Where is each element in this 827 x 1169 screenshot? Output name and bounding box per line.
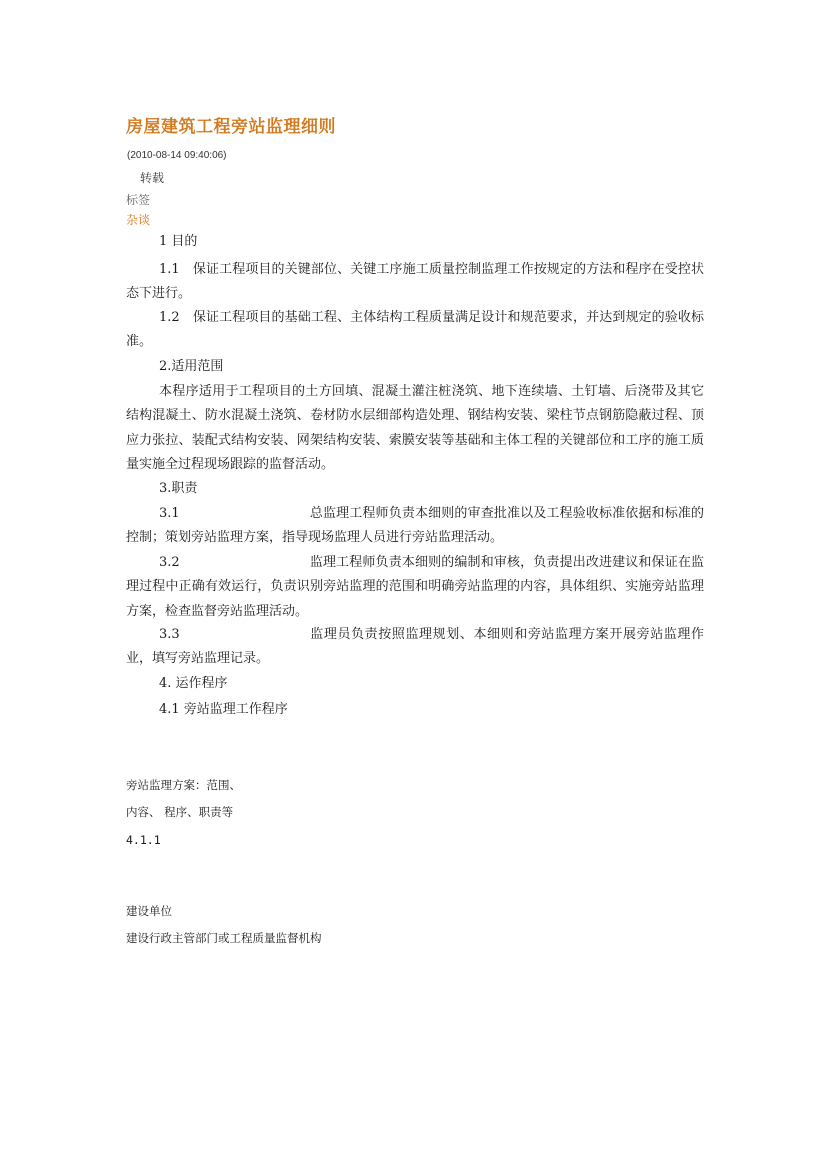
section-3-3: [126, 623, 704, 672]
flow-plan-line-1: 旁站监理方案：范围、: [126, 778, 241, 792]
section-3-3-text: 监理员负责按照监理规划、本细则和旁站监理方案开展旁站监理作业，填写旁站监理记录。: [126, 627, 704, 667]
section-3-3-number: 3.3: [159, 627, 180, 642]
section-3-2-number: 3.2: [159, 555, 180, 570]
section-3-1: [126, 502, 704, 551]
flow-step-number: 4.1.1: [126, 833, 161, 847]
section-1-heading: 1 目的: [159, 234, 198, 249]
article-date: (2010-08-14 09:40:06): [127, 150, 227, 161]
tag-label: 标签: [126, 193, 151, 207]
section-3-2-text: 监理工程师负责本细则的编制和审核，负责提出改进建议和保证在监理过程中正确有效运行，负责识别旁站监理的范围和明确旁站监理的内容，具体组织、实施旁站监理方案，检查监督旁站监理活动。: [126, 555, 704, 619]
section-2-heading: 2.适用范围: [159, 359, 224, 374]
section-4-heading: 4. 运作程序: [159, 676, 228, 691]
flow-supervision-authority: 建设行政主管部门或工程质量监督机构: [126, 931, 322, 945]
section-4-1-heading: 4.1 旁站监理工作程序: [159, 702, 288, 717]
section-3-1-number: 3.1: [159, 506, 180, 521]
section-1-2: 1.2 保证工程项目的基础工程、主体结构工程质量满足设计和规范要求，并达到规定的验收标准。: [126, 310, 704, 350]
section-1-1: 1.1 保证工程项目的关键部位、关键工序施工质量控制监理工作按规定的方法和程序在受控状态下进行。: [126, 262, 704, 302]
section-3-2: [126, 551, 704, 624]
flow-plan-line-2: 内容、 程序、职责等: [126, 805, 234, 819]
repost-label: 转载: [140, 171, 165, 185]
section-3-heading: 3.职责: [159, 481, 198, 496]
section-2-text: 本程序适用于工程项目的土方回填、混凝土灌注桩浇筑、地下连续墙、土钉墙、后浇带及其它结构混凝土、防水混凝土浇筑、卷材防水层细部构造处理、钢结构安装、梁柱节点钢筋隐蔽过程、顶应力张拉、装配式结构安装、网架结构安装、索膜安装等基础和主体工程的关键部位和工序的施工质量实施全过程现场跟踪的监督活动。: [126, 384, 704, 472]
article-title: 房屋建筑工程旁站监理细则: [126, 117, 336, 137]
tag-link-zatan[interactable]: 杂谈: [126, 213, 151, 227]
section-3-1-text: 总监理工程师负责本细则的审查批准以及工程验收标准依据和标准的控制；策划旁站监理方案，指导现场监理人员进行旁站监理活动。: [126, 506, 704, 546]
flow-construction-unit: 建设单位: [126, 904, 172, 918]
